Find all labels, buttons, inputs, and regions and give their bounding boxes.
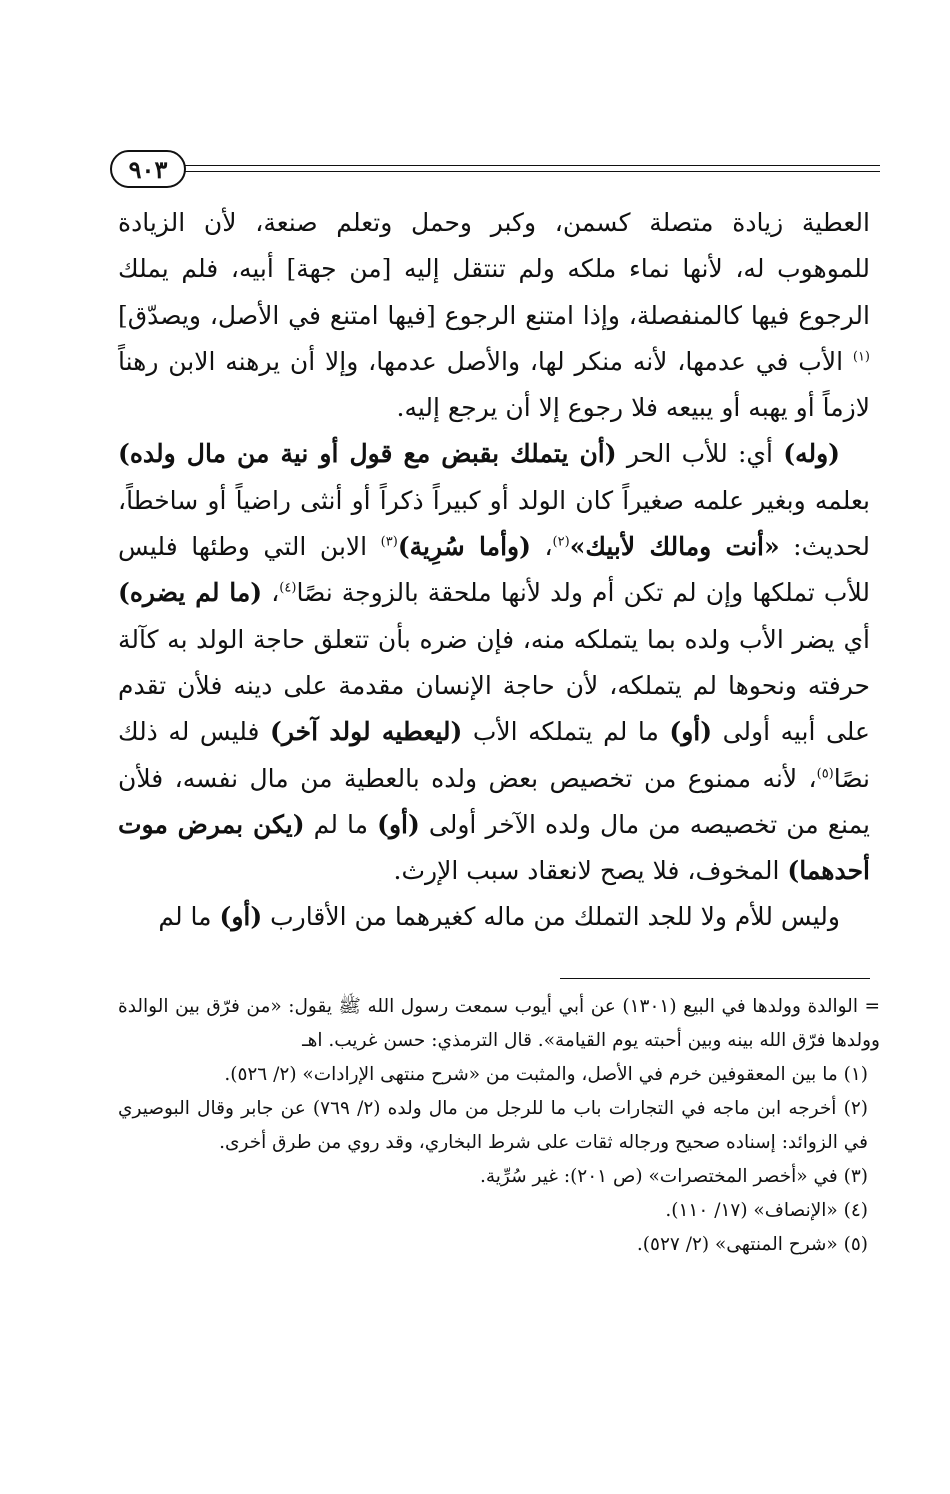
matn-text: (أو) bbox=[669, 717, 713, 747]
matn-text: (يكن بمرض موت أحدهما) bbox=[118, 809, 870, 886]
text-run: ما لم يتملكه الأب bbox=[462, 717, 670, 747]
text-run: ما لم bbox=[304, 809, 378, 839]
text-run: ، bbox=[530, 532, 553, 562]
text-run: بعلمه وبغير علمه صغيراً كان الولد أو كبيراً ذكراً أو أنثى راضياً أو ساخطاً، لحديث: bbox=[118, 485, 870, 562]
matn-text: (ما لم يضره) bbox=[118, 578, 263, 608]
page-number: ٩٠٣ bbox=[110, 150, 186, 188]
footnote-ref: (٤) bbox=[279, 581, 297, 597]
footnote-continuation: = الوالدة وولدها في البيع (١٣٠١) عن أبي أيوب سمعت رسول الله ﷺ يقول: «من فرّق بين الوالدة وولدها فرّق الله بينه وبين أحبته يوم القيامة». قال الترمذي: حسن غريب. اهـ bbox=[118, 996, 881, 1051]
footnote-1: (١) ما بين المعقوفين خرم في الأصل، والمثبت من «شرح منتهى الإرادات» (٢/ ٥٢٦). bbox=[224, 1064, 868, 1085]
footnote-2: (٢) أخرجه ابن ماجه في التجارات باب ما للرجل من مال ولده (٢/ ٧٦٩) عن جابر وقال البوصيري في الزوائد: إسناده صحيح ورجاله ثقات على شرط البخاري، وقد روي من طرق أخرى. bbox=[118, 1098, 868, 1153]
header-rule bbox=[168, 165, 880, 166]
footnote-4: (٤) «الإنصاف» (١٧/ ١١٠). bbox=[665, 1200, 868, 1221]
hadith-text: «أنت ومالك لأبيك» bbox=[569, 532, 780, 562]
paragraph-3 bbox=[118, 894, 870, 940]
text-run: أي يضر الأب ولده بما يتملكه منه، فإن ضره بأن تتعلق حاجة الولد به كآلة حرفته ونحوها لم يتملكه، لأن حاجة الإنسان مقدمة على دينه فلأن تقدم على أبيه أولى bbox=[118, 624, 870, 747]
footnote-ref: (١) bbox=[852, 349, 870, 365]
page-header bbox=[110, 150, 880, 190]
matn-text: (أو) bbox=[377, 809, 420, 839]
matn-text: (وأما سُرِية) bbox=[397, 532, 531, 562]
matn-text: (أو) bbox=[219, 902, 263, 932]
footnote-ref: (٥) bbox=[816, 766, 834, 782]
matn-text: (ليعطيه لولد آخر) bbox=[270, 717, 463, 747]
header-rule bbox=[168, 171, 880, 172]
text-run: أي: للأب الحر bbox=[616, 439, 784, 469]
footnote-separator bbox=[560, 978, 870, 979]
footnotes bbox=[118, 990, 880, 1262]
text-run: ، لأنه ممنوع من تخصيص بعض ولده بالعطية من مال نفسه، فلأن يمنع من تخصيصه من مال ولده الآخر أولى bbox=[118, 763, 871, 839]
text-run: ، bbox=[262, 578, 280, 608]
main-text bbox=[118, 200, 870, 941]
paragraph-1 bbox=[118, 200, 870, 431]
text-run: ما لم bbox=[158, 902, 220, 932]
text-run: الابن التي وطئها فليس للأب تملكها وإن لم تكن أم ولد لأنها ملحقة بالزوجة نصًا bbox=[118, 532, 871, 608]
text-run: العطية زيادة متصلة كسمن، وكبر وحمل وتعلم صنعة، لأن الزيادة للموهوب له، لأنها نماء ملكه ولم تنتقل إليه [من جهة] أبيه، فلم يملك الرجوع فيها كالمنفصلة، وإذا امتنع الرجوع [فيها امتنع في الأصل، ويصدّق] bbox=[118, 208, 870, 330]
text-run: فليس له ذلك نصًا bbox=[118, 717, 871, 793]
paragraph-2 bbox=[118, 431, 870, 894]
footnote-3: (٣) في «أخصر المختصرات» (ص ٢٠١): غير سُرِّية. bbox=[479, 1166, 868, 1187]
text-run: الأب في عدمها، لأنه منكر لها، والأصل عدمها، وإلا أن يرهنه الابن رهناً لازماً أو يهبه أو يبيعه فلا رجوع إلا أن يرجع إليه. bbox=[118, 346, 870, 423]
matn-text: (أن يتملك بقبض مع قول أو نية من مال ولده) bbox=[118, 439, 617, 469]
footnote-5: (٥) «شرح المنتهى» (٢/ ٥٢٧). bbox=[636, 1234, 868, 1255]
text-run: وليس للأم ولا للجد التملك من ماله كغيرهما من الأقارب bbox=[262, 902, 840, 932]
footnote-ref: (٣) bbox=[380, 534, 398, 550]
footnote-ref: (٢) bbox=[552, 534, 570, 550]
matn-text: (وله) bbox=[783, 439, 840, 469]
text-run: المخوف، فلا يصح لانعقاد سبب الإرث. bbox=[393, 856, 788, 886]
